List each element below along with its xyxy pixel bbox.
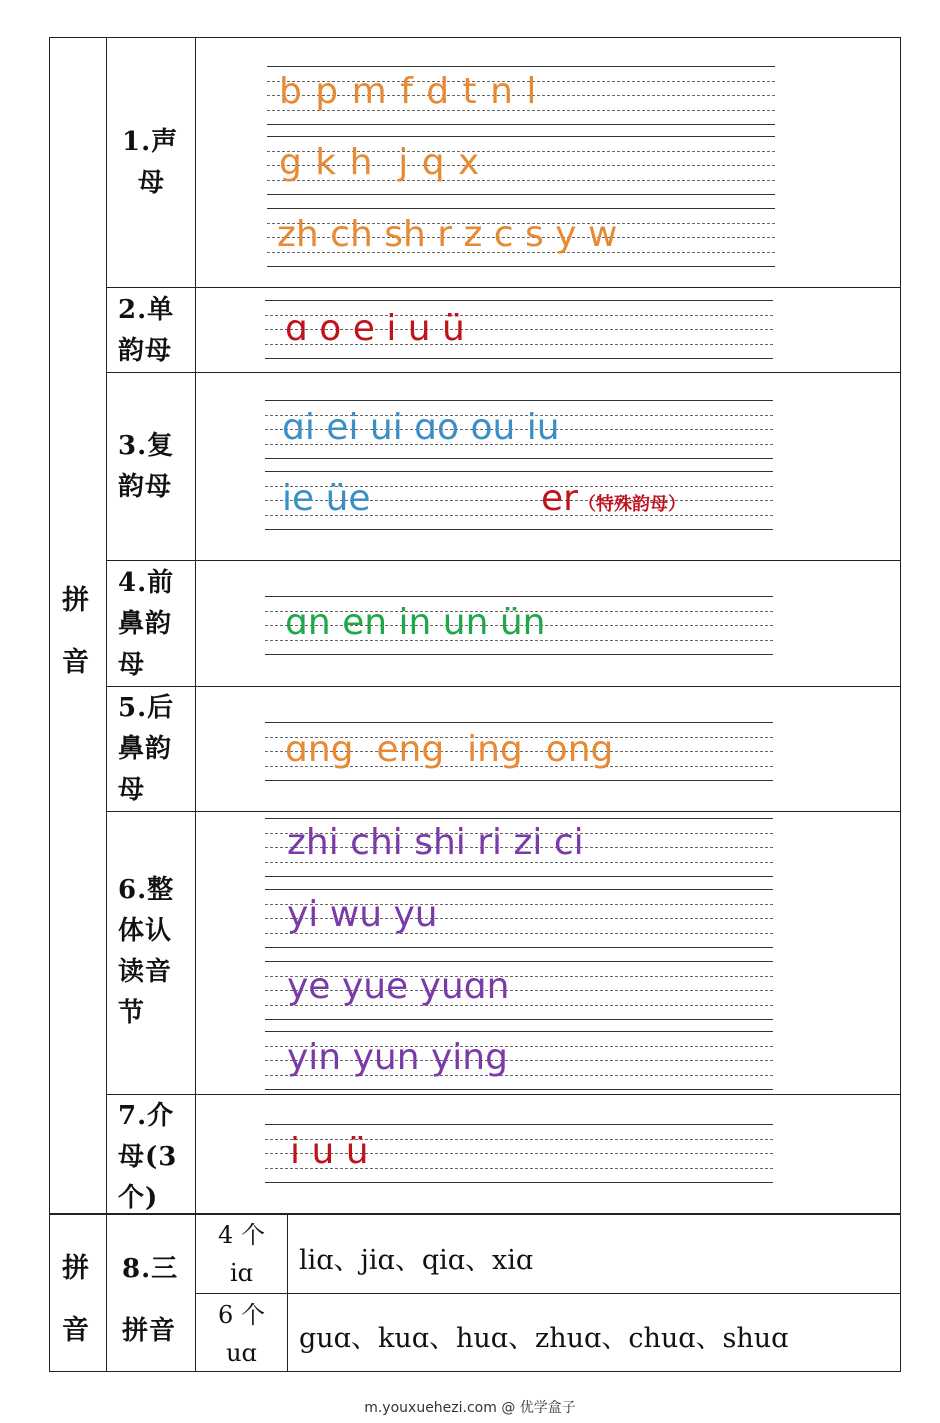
label-line: 8.三 <box>122 1254 179 1284</box>
category-top-char-2: 音 <box>62 647 89 678</box>
danyunmu-line: ɑ o e i u ü <box>285 308 465 349</box>
col-divider-1 <box>106 37 107 1371</box>
label-line: 母 <box>138 168 166 198</box>
shengmu-line-1: b p m f d t n l <box>279 71 538 112</box>
shengmu-line-2: g k h j q x <box>279 142 481 183</box>
grid-rule <box>267 66 775 67</box>
grid-rule <box>267 208 775 209</box>
category-top-char-1: 拼 <box>62 585 89 616</box>
label-line: 鼻韵 <box>118 734 173 764</box>
group-final: iɑ <box>229 1259 254 1287</box>
row-sep <box>106 1094 901 1095</box>
group-ua-header <box>196 1296 287 1372</box>
label-line: 2.单 <box>118 295 175 325</box>
group-final: uɑ <box>226 1339 257 1367</box>
grid-rule <box>265 1182 773 1183</box>
row-5-label <box>118 688 174 811</box>
row-sep <box>106 560 901 561</box>
qianbi-line: ɑn en in un ün <box>285 602 546 643</box>
category-bottom-char-2: 音 <box>62 1315 89 1346</box>
label-line: 母 <box>118 650 146 680</box>
label-line: 韵母 <box>118 336 173 366</box>
grid-rule <box>267 136 775 137</box>
label-line: 3.复 <box>118 431 175 461</box>
grid-rule <box>265 1089 773 1090</box>
label-line: 7.介 <box>118 1101 175 1131</box>
grid-rule <box>265 471 773 472</box>
grid-rule <box>265 458 773 459</box>
group-count: 6 个 <box>218 1301 265 1329</box>
row-sep <box>106 686 901 687</box>
fuyunmu-line-2: ie üe <box>282 478 371 519</box>
grid-rule <box>265 961 773 962</box>
houbi-line: ɑng eng ing ong <box>285 729 614 770</box>
row-8-label <box>122 1238 178 1362</box>
label-line: 读音 <box>118 957 173 987</box>
row-1-label <box>122 122 178 204</box>
er-text: er <box>541 478 578 519</box>
grid-rule <box>265 876 773 877</box>
grid-rule <box>265 1031 773 1032</box>
row-6-label <box>118 870 174 1034</box>
label-line: 节 <box>118 998 146 1028</box>
label-line: 拼音 <box>122 1316 177 1346</box>
table-border-top <box>49 37 901 38</box>
row-sep <box>106 811 901 812</box>
row-4-label <box>118 563 174 686</box>
group-ua-examples: guɑ、kuɑ、huɑ、zhuɑ、chuɑ、shuɑ <box>299 1323 789 1354</box>
grid-rule <box>267 124 775 125</box>
table-border-bottom <box>49 1371 901 1372</box>
er-note: （特殊韵母） <box>577 494 686 515</box>
label-line: 体认 <box>118 916 173 946</box>
fuyunmu-line-1: ɑi ei ui ɑo ou iu <box>282 407 560 448</box>
row-3-label <box>118 426 174 508</box>
label-line: 鼻韵 <box>118 609 173 639</box>
jiemu-line: i u ü <box>290 1131 369 1172</box>
label-line: 母(3 <box>118 1142 178 1172</box>
grid-rule <box>265 947 773 948</box>
label-line: 5.后 <box>118 693 175 723</box>
grid-rule <box>265 358 773 359</box>
footer-watermark: m.youxuehezi.com @ 优学盒子 <box>364 1400 576 1416</box>
label-line: 6.整 <box>118 875 175 905</box>
grid-rule <box>265 818 773 819</box>
grid-rule <box>265 300 773 301</box>
grid-rule <box>265 1019 773 1020</box>
grid-rule <box>265 400 773 401</box>
group-ia-examples: liɑ、jiɑ、qiɑ、xiɑ <box>299 1245 534 1276</box>
table-border-right <box>900 37 901 1371</box>
grid-rule <box>265 722 773 723</box>
grid-rule <box>267 194 775 195</box>
zhengti-line-1: zhi chi shi ri zi ci <box>287 822 584 863</box>
label-line: 韵母 <box>118 472 173 502</box>
row-sep <box>106 372 901 373</box>
row-sep <box>106 287 901 288</box>
label-line: 母 <box>118 775 146 805</box>
category-bottom-char-1: 拼 <box>62 1253 89 1284</box>
row-2-label <box>118 290 174 372</box>
label-line: 1.声 <box>122 127 179 157</box>
grid-rule <box>267 266 775 267</box>
label-line: 个) <box>118 1183 159 1213</box>
group-ia-header <box>196 1216 287 1292</box>
zhengti-line-4: yin yun ying <box>287 1037 508 1078</box>
special-final-er <box>541 479 686 525</box>
row-7-label <box>118 1096 177 1219</box>
grid-rule <box>265 1124 773 1125</box>
grid-rule <box>265 889 773 890</box>
zhengti-line-2: yi wu yu <box>287 894 438 935</box>
shengmu-line-3: zh ch sh r z c s y w <box>277 214 618 255</box>
grid-rule <box>265 780 773 781</box>
grid-rule <box>265 596 773 597</box>
zhengti-line-3: ye yue yuɑn <box>287 966 510 1007</box>
grid-rule <box>265 654 773 655</box>
table-border-left <box>49 37 50 1371</box>
label-line: 4.前 <box>118 568 175 598</box>
grid-rule <box>265 529 773 530</box>
col-divider-2 <box>195 37 196 1371</box>
row-sep <box>195 1293 901 1294</box>
group-count: 4 个 <box>218 1221 265 1249</box>
